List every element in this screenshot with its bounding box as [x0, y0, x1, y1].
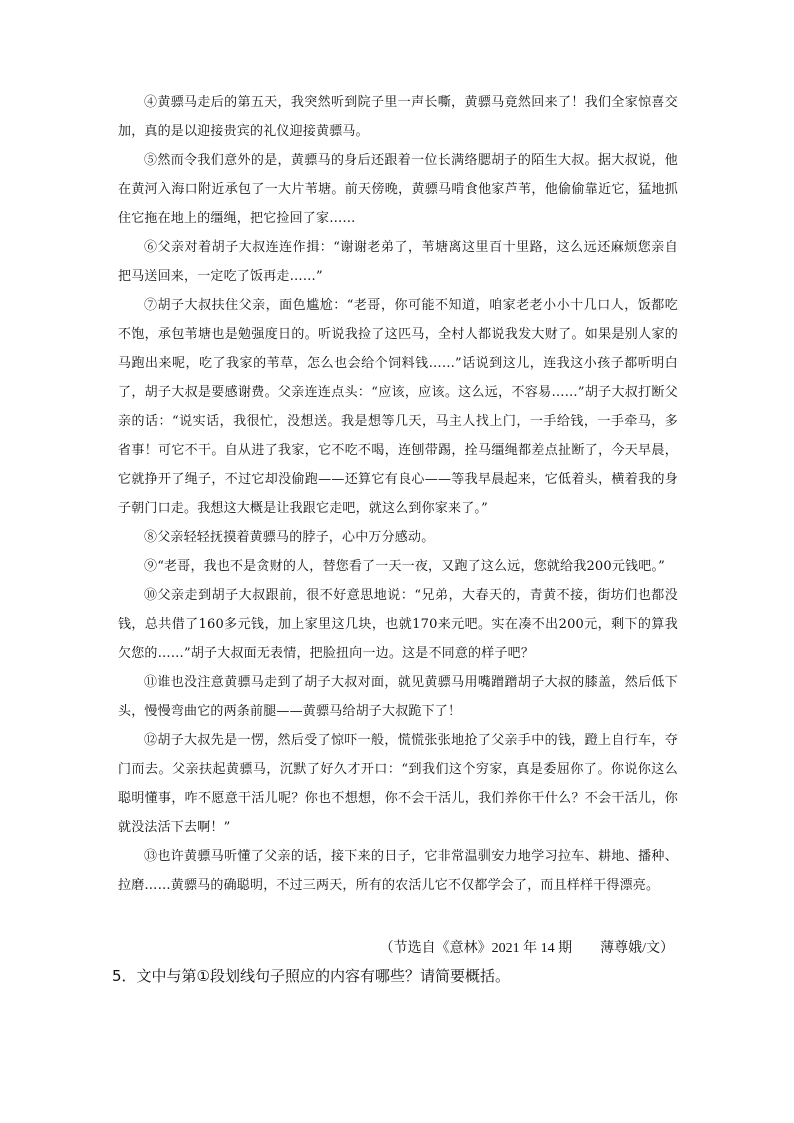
paragraph-9: ⑨“老哥，我也不是贪财的人，替您看了一天一夜，又跑了这么远，您就给我200元钱吧。”	[144, 559, 666, 574]
paragraph-5: ⑤然而令我们意外的是，黄骠马的身后还跟着一位长满络腮胡子的陌生大叔。据大叔说，他在黄河入海口附近承包了一大片苇塘。前天傍晚，黄骠马啃食他家芦苇，他偷偷靠近它，猛地抓住它拖在地上的缰绳，把它捡回了家……	[118, 153, 678, 226]
question-5: 5．文中与第①段划线句子照应的内容有哪些？请简要概括。	[112, 967, 510, 985]
paragraph-6: ⑥父亲对着胡子大叔连连作揖：“谢谢老弟了，苇塘离这里百十里路，这么远还麻烦您亲自把马送回来，一定吃了饭再走……”	[118, 240, 678, 284]
paragraph-10: ⑩父亲走到胡子大叔跟前，很不好意思地说：“兄弟，大春天的，青黄不接，街坊们也都没钱，总共借了160多元钱，加上家里这几块，也就170来元吧。实在凑不出200元，剩下的算我欠您的……”胡子大叔面无表情，把脸扭向一边。这是不同意的样子吧？	[118, 588, 678, 661]
paragraph-8: ⑧父亲轻轻抚摸着黄骠马的脖子，心中万分感动。	[144, 530, 435, 545]
paragraph-11: ⑪谁也没注意黄骠马走到了胡子大叔对面，就见黄骠马用嘴蹭蹭胡子大叔的膝盖，然后低下头，慢慢弯曲它的两条前腿——黄骠马给胡子大叔跪下了！	[118, 675, 678, 719]
paragraph-12: ⑫胡子大叔先是一愣，然后受了惊吓一般，慌慌张张地抢了父亲手中的钱，蹬上自行车，夺门而去。父亲扶起黄骠马，沉默了好久才开口：“到我们这个穷家，真是委屈你了。你说你这么聪明懂事，咋不愿意干活儿呢？你也不想想，你不会干活儿，我们养你干什么？不会干活儿，你就没法活下去啊！”	[118, 733, 678, 835]
paragraph-13: ⑬也许黄骠马听懂了父亲的话，接下来的日子，它非常温驯安力地学习拉车、耕地、播种、拉磨……黄骠马的确聪明，不过三两天，所有的农活儿它不仅都学会了，而且样样干得漂亮。	[118, 849, 678, 893]
paragraph-4: ④黄骠马走后的第五天，我突然听到院子里一声长嘶，黄骠马竟然回来了！我们全家惊喜交加，真的是以迎接贵宾的礼仪迎接黄骠马。	[118, 95, 678, 139]
source-citation: （节选自《意林》2021 年 14 期 薄尊娥/文）	[379, 941, 674, 956]
paragraph-7: ⑦胡子大叔扶住父亲，面色尴尬：“老哥，你可能不知道，咱家老老小小十几口人，饭都吃不饱，承包苇塘也是勉强度日的。听说我捡了这匹马，全村人都说我发大财了。如果是别人家的马跑出来呢，吃了我家的苇草，怎么也会给个饲料钱……”话说到这儿，连我这小孩子都听明白了，胡子大叔是要感谢费。父亲连连点头：“应该，应该。这么远，不容易……”胡子大叔打断父亲的话：“说实话，我很忙，没想送。我是想等几天，马主人找上门，一手给钱，一手牵马，多省事！可它不干。自从进了我家，它不吃不喝，连刨带踢，拴马缰绳都差点扯断了，今天早晨，它就挣开了绳子，不过它却没偷跑——还算它有良心——等我早晨起来，它低着头，横着我的身子朝门口走。我想这大概是让我跟它走吧，就这么到你家来了。”	[118, 298, 678, 516]
article-body	[118, 88, 678, 900]
